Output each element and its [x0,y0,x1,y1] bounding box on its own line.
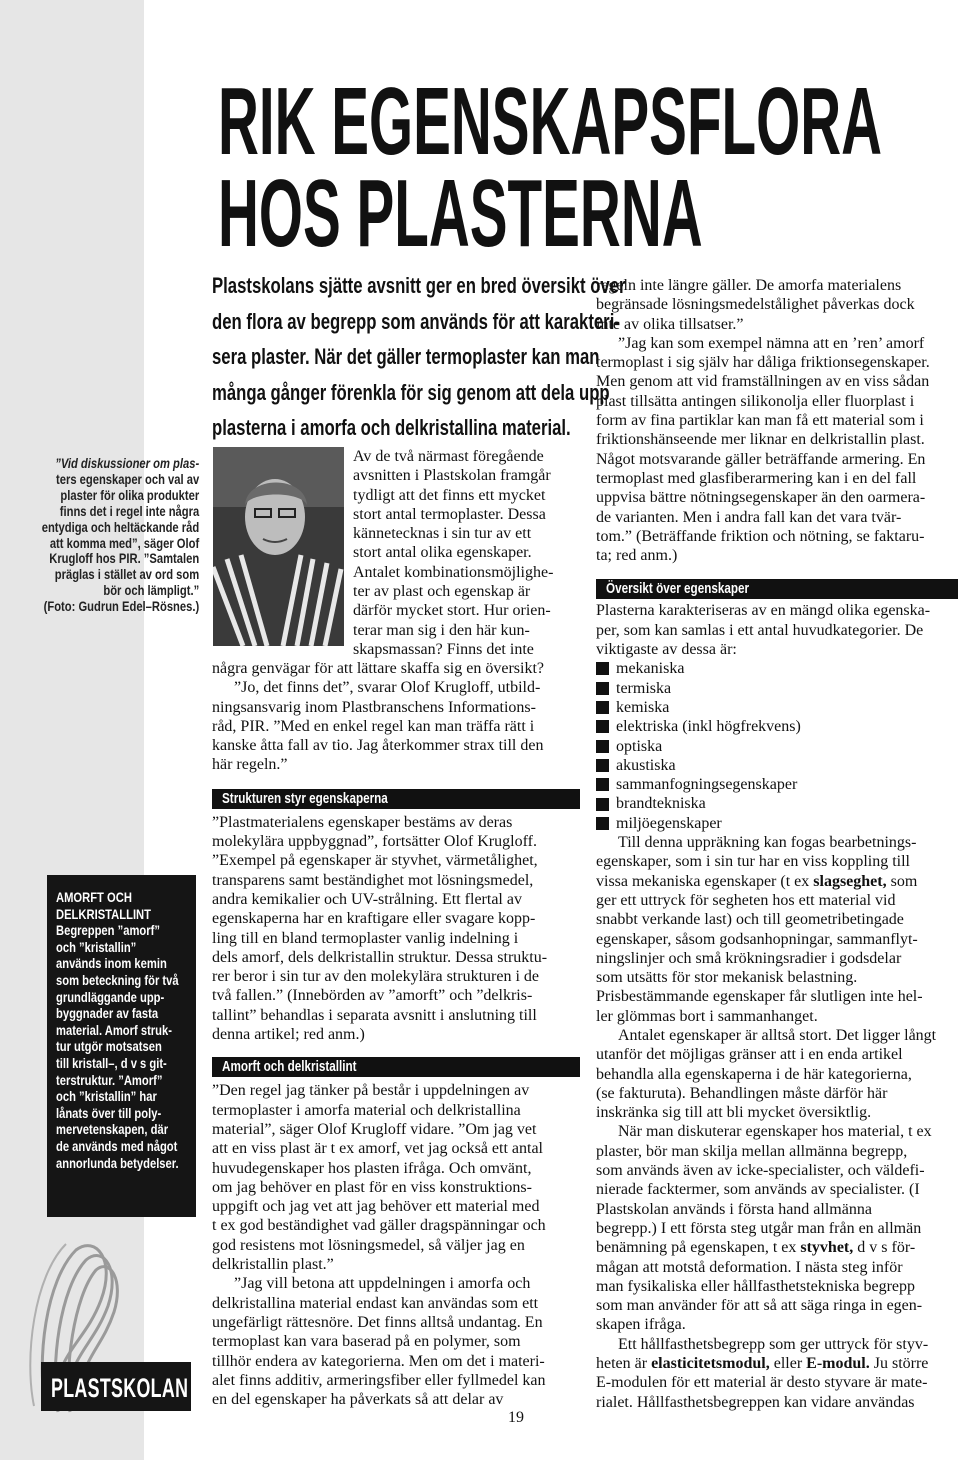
text-line: inte av olika tillsatser.” [596,315,744,333]
text-line: denna artikel; red anm.) [212,1026,365,1044]
bullet-item [596,698,958,717]
text-line: regeln inte längre gäller. De amorfa materialens [596,277,902,294]
text-line: t ex god beständighet vad gäller dragspänningar och [212,1217,546,1235]
text-line: uppvisa bättre nötningsegenskaper än den oarmera- [596,489,926,507]
series-label-box [41,1362,204,1411]
text-line: god resistens mot lösningsmedel, så väljer jag en [212,1236,525,1254]
text-line: att en viss plast är t ex amorf, vet jag också ett antal [212,1140,543,1158]
text-span: vissa mekaniska egenskaper (t ex [596,872,814,890]
text-line [596,1238,958,1257]
text-line: ningslinjer och små krökningsradier i godsdelar [596,949,902,967]
subheading-bar [596,579,958,599]
text-span: Ju större [869,1355,929,1373]
text-line: som utsätts för stor mekanisk belastning. [596,969,858,987]
column-middle [353,447,583,659]
text-line: form av fina partiklar kan man få ett material som i [596,412,924,430]
text-line: Plastskolan används i första hand allmänna [596,1200,872,1218]
headline-line: HOS PLASTERNA [218,160,703,267]
bold-term: slagseghet, [813,872,887,890]
series-label: PLASTSKOLAN 6 [51,1373,204,1403]
text-line: rer beror i sin tur av den molekylära strukturen i de [212,968,539,986]
text-line: tallint” behandlas i separata avsnitt i anslutning till [212,1006,537,1024]
bullet-item [596,717,958,736]
text-line: begränsade lösningsmedelstålighet påverkas dock [596,296,915,314]
text-line: de varianten. Men i andra fall kan det vara tvär- [596,508,902,526]
fact-box [47,875,196,1217]
subheading: Strukturen styr egenskaperna [222,789,388,807]
square-bullet-icon [596,701,609,714]
bullet-item [596,737,958,756]
text-line: råd, PIR. ”Med en enkel regel kan man träffa rätt i [212,717,535,735]
bullet-label: brandtekniska [616,795,706,813]
text-line: ler glömmas bort i sammanhanget. [596,1007,818,1025]
subheading-bar [212,789,580,809]
text-line: ”Den regel jag tänker på består i uppdelningen av [212,1082,530,1100]
text-line: behandla alla egenskaperna i de här kategorierna, [596,1065,912,1083]
ingress-line: plasterna i amorfa och delkristallina material. [212,415,571,440]
caption-line: plaster för olika produkter [60,486,200,503]
text-line: utanför det möjligas gränser att i en enda artikel [596,1046,903,1064]
text-line: ”Jag vill betona att uppdelningen i amorfa och [234,1275,531,1293]
text-line: uppgift och jag vet att jag behöver ett material med [212,1198,540,1216]
factbox-line: Begreppen ”amorf” [56,922,160,939]
text-line: termoplaster i amorfa material och delkristallina [212,1101,521,1119]
text-line: ta; red anm.) [596,547,678,565]
text-line [596,1354,958,1373]
bullet-label: mekaniska [616,660,685,678]
text-line: E-modulen för ett material är desto styvare är mate- [596,1374,928,1392]
caption-line: Krugloff hos PIR. ”Samtalen [49,550,200,567]
text-line: termoplast kan vara baserad på en polymer, som [212,1333,521,1351]
text-line: delkristallina material endast kan användas som ett [212,1294,539,1312]
caption-line: att komma med”, säger Olof [49,534,200,551]
text-line: avsnitten i Plastskolan framgår [353,467,551,485]
text-line: stort antal termoplaster. Dessa [353,505,546,523]
text-line: mågan att motstå deformation. I nästa steg inför [596,1258,903,1276]
square-bullet-icon [596,720,609,733]
bullet-item [596,679,958,698]
square-bullet-icon [596,778,609,791]
text-line: huvudegenskaper hos plasten ifråga. Och omvänt, [212,1159,532,1177]
ingress-line: den flora av begrepp som används för att karakteri- [212,308,620,334]
caption-line: ters egenskaper och val av [56,470,200,487]
text-line: Antalet kombinationsmöjlighe- [353,563,554,581]
square-bullet-icon [596,662,609,675]
factbox-line: och ”kristallin” [56,938,137,955]
text-line: ling till en bland termoplaster vanlig indelning i [212,929,519,947]
text-line: egenskaper, såsom godsanhopningar, sammanflyt- [596,930,918,948]
text-line: därför mycket stort. Hur orien- [353,602,551,620]
text-line: stort antal olika egenskaper. [353,544,532,562]
text-line: tom.” (Beträffande friktion och nötning, se faktaru- [596,527,925,545]
bullet-label: optiska [616,737,663,755]
column-right [596,276,958,1412]
factbox-line: som beteckning för två [56,971,179,988]
text-line: skapen ifråga. [596,1316,686,1334]
text-line: termoplast i sig själv har dåliga friktionsegenskaper. [596,354,930,372]
text-line: terar man sig i den här kun- [353,621,530,639]
text-line: (se fakturuta). Behandlingen måste därför här [596,1084,888,1102]
text-line: man fysikaliska eller hållfasthetstekniska begrepp [596,1277,916,1295]
text-line: andra kemikalier och UV-strålning. Ett flertal av [212,890,522,908]
text-line: några genvägar för att lättare skaffa sig en översikt? [212,660,544,677]
bullet-label: miljöegenskaper [616,814,722,832]
text-line: Prisbestämmande egenskaper får slutligen inte hel- [596,988,923,1006]
text-line: delkristallin plast.” [212,1256,334,1274]
caption-line: (Foto: Gudrun Edel–Rösnes.) [43,598,200,615]
factbox-line: byggnader av fasta [56,1005,159,1022]
bullet-item [596,775,958,794]
headline-line: RIK EGENSKAPSFLORA [218,68,882,175]
factbox-heading: AMORFT OCH [56,889,132,905]
text-line: som man använder för att så att säga ringa in egen- [596,1297,923,1315]
text-line: När man diskuterar egenskaper hos material, t ex [618,1123,932,1141]
text-line: ”Jo, det finns det”, svarar Olof Krugloff, utbild- [234,679,541,697]
square-bullet-icon [596,817,609,830]
text-line: viktigaste av dessa är: [596,641,737,659]
bullet-label: elektriska (inkl högfrekvens) [616,718,801,736]
text-span: d v s för- [853,1239,916,1257]
bullet-label: termiska [616,679,672,697]
text-span: eller [769,1355,807,1373]
factbox-line: material. Amorf struk- [56,1021,172,1038]
factbox-line: annorlunda betydelser. [56,1154,179,1171]
text-line: ”Plastmaterialens egenskaper bestäms av deras [212,813,513,831]
text-line: plaster, bör man skilja mellan allmänna begrepp, [596,1142,908,1160]
caption-line: entydiga och heltäckande råd [41,518,200,535]
text-line: här regeln.” [212,756,288,774]
text-line: Något motsvarande gäller beträffande armering. En [596,450,926,468]
page-number: 19 [508,1409,524,1426]
factbox-heading: DELKRISTALLINT [56,905,151,922]
text-line: molekylära uppbyggnad”, fortsätter Olof Krugloff. [212,833,537,851]
text-line: om jag behöver en plast för en viss konstruktions- [212,1178,532,1196]
text-line: Men genom att vid framställningen av en viss sådan [596,373,930,391]
text-line: dels amorf, dels delkristallin struktur. Dessa struktu- [212,948,548,966]
factbox-line: lånats över till poly- [56,1104,162,1121]
text-line: Plasterna karakteriseras av en mängd olika egenska- [596,602,931,620]
text-line: Ett hållfasthetsbegrepp som ger uttryck för styv- [618,1335,929,1353]
text-line: tillhör endera av kategorierna. Men om det i materi- [212,1352,545,1370]
photo-caption [36,456,199,615]
text-line [596,872,958,891]
text-line: begrepp.) I ett första steg utgår man från en allmän [596,1219,922,1237]
bullet-item [596,814,958,833]
factbox-line: används inom kemin [56,955,167,972]
text-line: ger ett uttryck för segheten hos ett material vid [596,891,896,909]
headline [218,68,960,267]
text-line: en del egenskaper ha påverkats så att delar av [212,1391,504,1409]
text-line: termoplast med glasfiberarmering kan i en del fall [596,469,917,487]
text-span: benämning på egenskapen, t ex [596,1239,801,1257]
text-line: transparens samt beständighet mot lösningsmedel, [212,871,534,889]
text-line: alet finns additiv, armeringsfiber eller fyllmedel kan [212,1371,546,1389]
square-bullet-icon [596,759,609,772]
bullet-item [596,794,958,813]
bold-term: E-modul. [806,1355,870,1373]
text-line: rialet. Hållfasthetsbegreppen kan vidare användas [596,1393,915,1411]
subheading: Översikt över egenskaper [606,580,750,598]
text-line: Av de två närmast föregående [353,448,544,465]
subheading-bar [212,1057,580,1077]
bullet-item [596,659,958,678]
subheading: Amorft och delkristallint [222,1058,357,1076]
factbox-line: tur utgör motsatsen [56,1038,162,1055]
text-line: egenskaper, som i sin tur har en viss koppling till [596,853,910,871]
square-bullet-icon [596,682,609,695]
text-line: ningsansvarig inom Plastbranschens Informations- [212,698,536,716]
factbox-line: mervetenskapen, där [56,1121,169,1138]
text-line: Antalet egenskaper är alltså stort. Det ligger långt [618,1026,937,1044]
text-span: som [886,872,918,890]
factbox-line: de används med något [56,1137,178,1154]
text-line: nierade facktermer, som används av specialister. (I [596,1181,920,1199]
text-line: två fallen.” (Innebörden av ”amorft” och ”delkris- [212,987,533,1005]
text-line: egenskaperna har en kraftigare eller svagare kopp- [212,910,536,928]
text-line: plast tillsätta antingen silikonolja eller fluorplast i [596,392,915,410]
text-line: kanske åtta fall av tio. Jag återkommer strax till den [212,737,544,755]
text-line: friktionshänseende mer liknar en delkristallin plast. [596,431,925,449]
text-line: tydligt att det finns ett mycket [353,486,546,504]
text-line: Till denna uppräkning kan fogas bearbetnings- [618,834,917,852]
bold-term: elasticitetsmodul, [651,1355,770,1373]
caption-line: finns det i regel inte några [59,502,200,519]
factbox-line: till kristall–, d v s git- [56,1054,167,1071]
square-bullet-icon [596,740,609,753]
bullet-item [596,756,958,775]
text-line: snabbt verkande last) och till geometribetingade [596,911,904,929]
text-line: inskränka sig till att bli mycket översiktlig. [596,1104,872,1122]
square-bullet-icon [596,798,609,811]
bullet-label: kemiska [616,698,670,716]
caption-line: ”Vid diskussioner om plas- [55,455,200,471]
factbox-line: terstruktur. ”Amorf” [56,1071,163,1088]
bold-term: styvhet, [800,1239,854,1257]
text-line: ”Exempel på egenskaper är styvhet, värmetålighet, [212,852,538,870]
ingress-line: många gånger förenkla för sig genom att dela upp [212,379,610,405]
text-line: material”, säger Olof Krugloff vidare. ”Om jag vet [212,1120,537,1138]
factbox-line: och ”kristallin” har [56,1088,157,1105]
factbox-line: grundläggande upp- [56,988,165,1005]
portrait-photo [213,447,344,646]
caption-line: bör och lämpligt.” [103,582,200,599]
column-middle-body [212,659,580,1409]
text-line: per, som kan samlas i ett antal huvudkategorier. De [596,621,924,639]
text-line: som används även av icke-specialister, och väldefi- [596,1162,925,1180]
text-line: ”Jag kan som exempel nämna att en ’ren’ amorf [618,334,925,352]
text-line: skapsmassan? Finns det inte [353,640,534,658]
ingress-line: Plastskolans sjätte avsnitt ger en bred översikt över [212,273,626,298]
caption-line: präglas i stället av ord som [54,566,200,583]
ingress-line: sera plaster. När det gäller termoplaster kan man [212,344,600,369]
text-line: ungefärligt rättesnöre. Det finns alltså undantag. En [212,1313,543,1331]
text-span: heten är [596,1355,652,1373]
text-line: kännetecknas i sin tur av ett [353,525,532,543]
text-line: ter av plast och egenskap är [353,583,531,601]
bullet-label: sammanfogningsegenskaper [616,776,798,794]
bullet-label: akustiska [616,756,676,774]
